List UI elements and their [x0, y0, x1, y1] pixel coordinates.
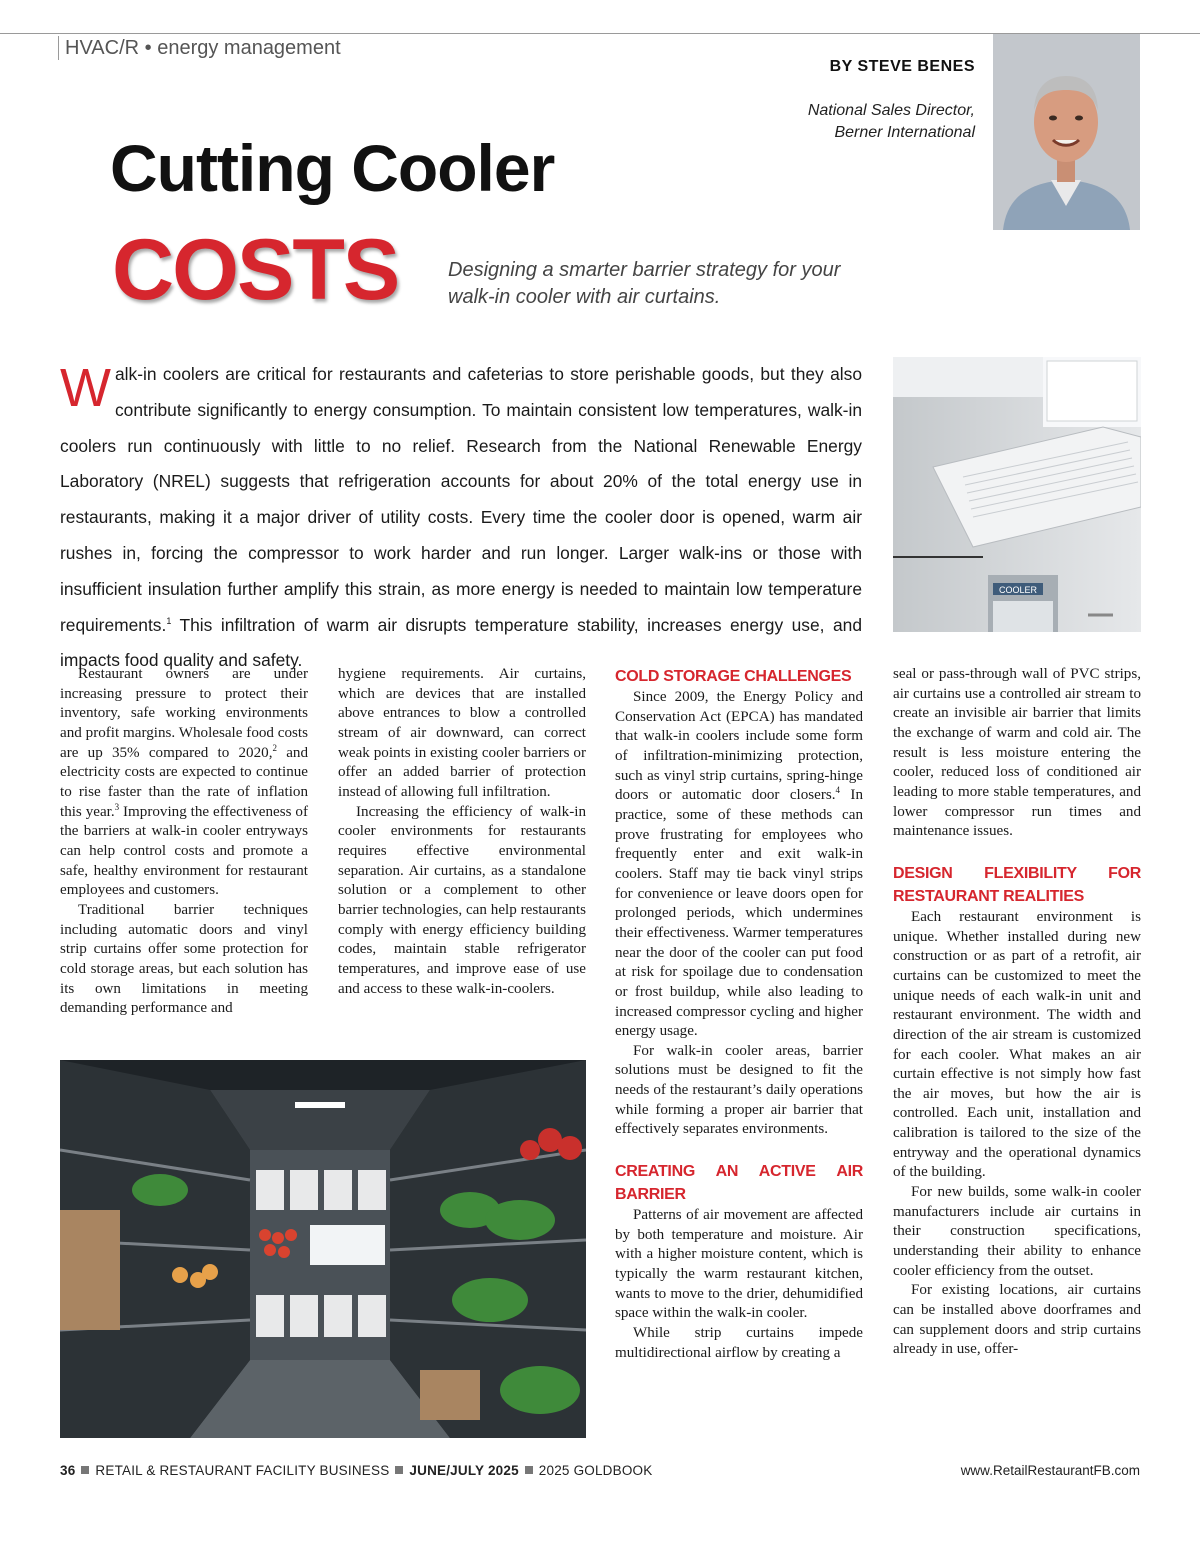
body-column-1	[60, 665, 308, 1019]
intro-paragraph	[60, 357, 862, 679]
col3-paragraph-2: For walk-in cooler areas, barrier solutions must be designed to fit the needs of the restaurant’s daily operations while forming a proper air barrier that effectively separates environments.	[615, 1042, 863, 1138]
drop-cap: W	[60, 358, 111, 418]
author-title-line1: National Sales Director,	[807, 102, 975, 119]
footer-url[interactable]: www.RetailRestaurantFB.com	[960, 1463, 1140, 1478]
col1-text-b: and electricity costs are expected to continue to rise faster than the rate of inflation this year.	[60, 744, 308, 820]
col1-paragraph-1	[60, 665, 308, 901]
square-bullet-icon	[81, 1466, 89, 1474]
heading-active-air-barrier: CREATING AN ACTIVE AIR BARRIER	[615, 1163, 863, 1204]
body-column-2	[338, 665, 586, 999]
spacer	[893, 842, 1141, 862]
author-portrait-illustration	[993, 34, 1140, 230]
col4-paragraph-1: seal or pass-through wall of PVC strips, air curtains use a controlled air stream to create an invisible air barrier that limits the exchange of warm and cold air. The result is less moisture entering the cooler, reduced loss of conditioned air leading to more stable temperatures, and lower compressor run times and maintenance issues.	[893, 666, 1141, 840]
spacer	[615, 1140, 863, 1160]
author-photo	[993, 34, 1140, 230]
headline-line2: COSTS	[112, 222, 399, 318]
subtitle: Designing a smarter barrier strategy for your walk-in cooler with air curtains.	[448, 259, 841, 308]
heading-design-flexibility: DESIGN FLEXIBILITY FOR RESTAURANT REALITIES	[893, 864, 1141, 905]
intro-text: alk-in coolers are critical for restaurants and cafeterias to store perishable goods, but they also contribute significantly to energy consumption. To maintain consistent low temperatures, walk-in coolers run continuously with little to no relief. Research from the National Renewable Energy Laboratory (NREL) suggests that refrigeration accounts for about 20% of the total energy use in restaurants, making it a major driver of utility costs. Every time the cooler door is opened, warm air rushes in, forcing the compressor to work harder and run longer. Larger walk-ins or those with insufficient insulation further amplify this strain, as more energy is needed to maintain low temperature requirements.	[60, 364, 862, 635]
col3-paragraph-1	[615, 688, 863, 1042]
walk-in-cooler-illustration	[60, 1060, 586, 1438]
author-title-line2: Berner International	[834, 124, 975, 141]
body-column-3	[615, 665, 863, 1363]
body-column-4	[893, 665, 1141, 1360]
col2-paragraph-2: Increasing the efficiency of walk-in cooler environments for restaurants requires effective environmental separation. Air curtains, as a standalone solution or a complement to other barrier technologies, can help restaurants comply with energy efficiency building codes, maintain stable refrigerator temperatures, and improve ease of use and access to these walk-in-coolers.	[338, 803, 586, 997]
footer	[60, 1463, 652, 1478]
air-curtain-illustration	[893, 357, 1141, 632]
col4-paragraph-2: Each restaurant environment is unique. Whether installed during new construction or as part of a retrofit, air curtains can be customized to meet the unique needs of each walk-in unit and restaurant environment. The width and direction of the air stream is customized for each cooler. What makes an air curtain effective is not simply how fast the air moves, but how the air is controlled. Each unit, installation and calibration is tailored to the size of the entryway and the operational dynamics of the building.	[893, 908, 1141, 1181]
footnote-ref: 2	[272, 742, 277, 753]
col1-paragraph-2: Traditional barrier techniques including automatic doors and vinyl strip curtains offer some protection for cold storage areas, but each solution has its own limitations in meeting demanding performance and	[60, 901, 308, 1017]
walk-in-cooler-photo	[60, 1060, 586, 1438]
col4-paragraph-3: For new builds, some walk-in cooler manufacturers include air curtains in their construction specifications, understanding their ability to enhance cooler efficiency from the outset.	[893, 1184, 1141, 1279]
edition: 2025 GOLDBOOK	[538, 1463, 653, 1478]
footnote-ref: 3	[114, 801, 120, 812]
issue-date: JUNE/JULY 2025	[409, 1463, 519, 1478]
col1-text-a: Restaurant owners are under increasing pressure to protect their inventory, safe working environments and profit margins. Wholesale food costs are up 35% compared to 2020,	[60, 666, 308, 761]
square-bullet-icon	[395, 1466, 403, 1474]
headline-line1: Cutting Cooler	[110, 131, 555, 205]
air-curtain-photo	[893, 357, 1141, 632]
author-title	[808, 100, 975, 144]
col1-text-c: Improving the effectiveness of the barriers at walk-in cooler entryways can help control costs and promote a safe, healthy environment for restaurant employees and customers.	[60, 803, 308, 899]
footnote-ref: 1	[166, 615, 172, 626]
publication-name: RETAIL & RESTAURANT FACILITY BUSINESS	[95, 1463, 390, 1478]
heading-cold-storage: COLD STORAGE CHALLENGES	[615, 668, 852, 685]
section-tag: HVAC/R • energy management	[58, 36, 341, 60]
col3-text-b: In practice, some of these methods can prove frustrating for employees who frequently enter and exit walk-in coolers. Staff may tie back vinyl strips for convenience or leave doors open for prolonged periods, which undermines their effectiveness. Warmer temperatures near the door of the cooler can put food at risk for spoilage due to condensation or frost buildup, while also leading to increased compressor cycling and higher energy usage.	[615, 787, 863, 1040]
col4-paragraph-4: For existing locations, air curtains can be installed above doorframes and can supplement doors and strip curtains already in use, offer-	[893, 1282, 1141, 1358]
cooler-sign-text: COOLER	[998, 585, 1038, 595]
col2-paragraph-1: hygiene requirements. Air curtains, which are devices that are installed above entrances to blow a controlled stream of air downward, can correct weak points in existing cooler barriers or offer an added barrier of protection instead of allowing full infiltration.	[338, 666, 586, 800]
col3-text-a: Since 2009, the Energy Policy and Conservation Act (EPCA) has mandated that walk-in coolers include some form of infiltration-minimizing protection, such as vinyl strip curtains, spring-hinge doors or automatic door closers.	[615, 689, 863, 804]
footnote-ref: 4	[835, 785, 841, 796]
intro-text-end: This infiltration of warm air disrupts temperature stability, increases energy use, and impacts food quality and safety.	[60, 614, 862, 671]
page-number: 36	[60, 1463, 76, 1478]
byline: BY STEVE BENES	[829, 58, 975, 75]
square-bullet-icon	[525, 1466, 533, 1474]
col3-paragraph-3: Patterns of air movement are affected by both temperature and moisture. Air with a higher moisture content, which is typically the warm restaurant kitchen, wants to move to the drier, dehumidified space within the walk-in cooler.	[615, 1207, 863, 1322]
col3-paragraph-4: While strip curtains impede multidirectional airflow by creating a	[615, 1325, 863, 1361]
